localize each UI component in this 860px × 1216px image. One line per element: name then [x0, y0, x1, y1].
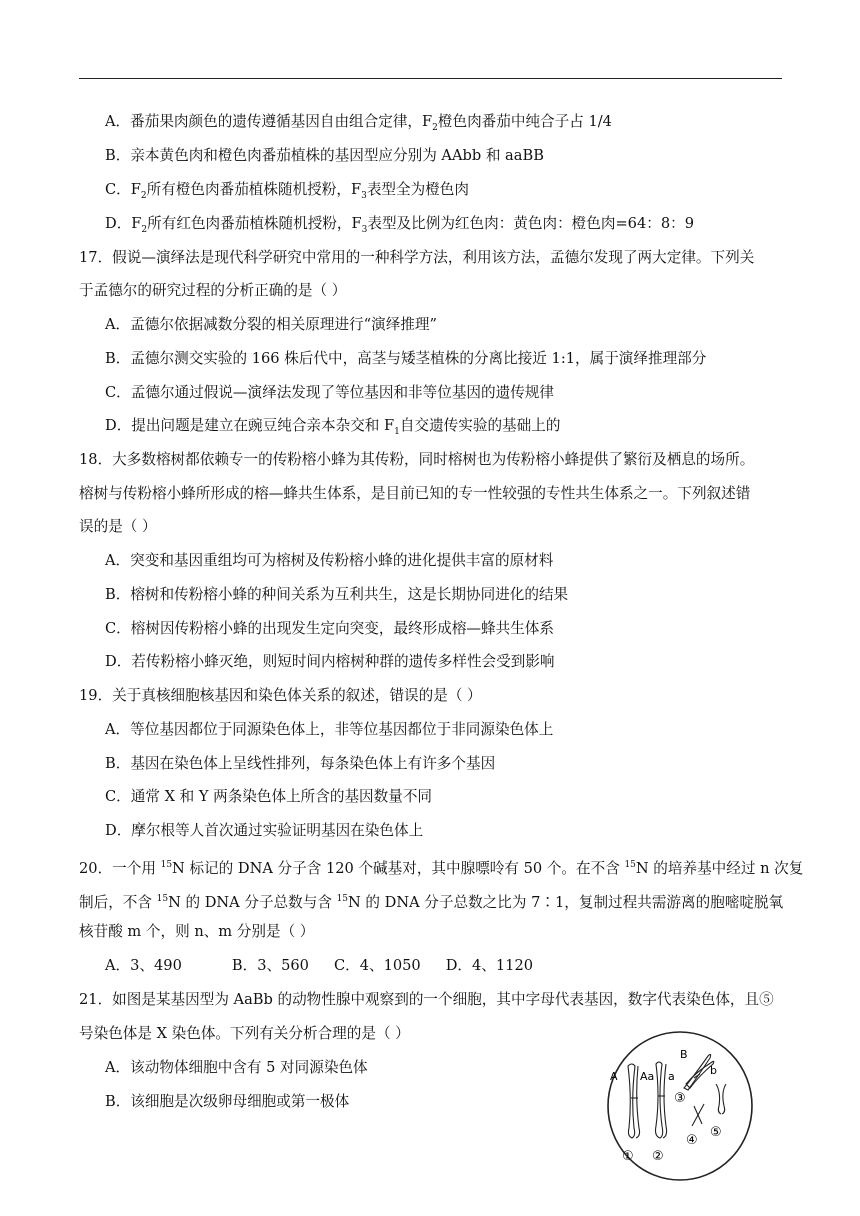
q18-option-c: C．榕树因传粉榕小蜂的出现发生定向突变，最终形成榕—蜂共生体系 [105, 620, 554, 637]
q17-option-b: B．孟德尔测交实验的 166 株后代中，高茎与矮茎植株的分离比接近 1:1，属于演绎推理部分 [105, 350, 707, 367]
cell-diagram [602, 1028, 762, 1188]
q20-option-c: C．4、1050 [333, 957, 421, 974]
chromosome-number-3: ③ [674, 1091, 686, 1106]
q18-option-b: B．榕树和传粉榕小蜂的种间关系为互利共生，这是长期协同进化的结果 [105, 586, 569, 603]
gene-label-b: b [710, 1064, 717, 1077]
q21-stem-line1: 21．如图是某基因型为 AaBb 的动物性腺中观察到的一个细胞，其中字母代表基因，数字代表染色体，且⑤ [79, 991, 774, 1008]
chromosome-number-5: ⑤ [710, 1125, 722, 1140]
q20-stem-line1: 20．一个用 $^{15}$N 标记的 DNA 分子含 120 个碱基对，其中腺嘌呤有 50 个。在不含 $^{15}$N 的培养基中经过 n 次复 [79, 859, 804, 877]
q18-option-d: D．若传粉榕小蜂灭绝，则短时间内榕树种群的遗传多样性会受到影响 [105, 653, 555, 670]
q20-stem-line2: 制后，不含 $^{15}$N 的 DNA 分子总数与含 $^{15}$N 的 DNA 分子总数之比为 7∶1，复制过程共需游离的胞嘧啶脱氧 [79, 893, 784, 911]
chromosome-5 [716, 1084, 726, 1114]
q21-option-b: B．该细胞是次级卵母细胞或第一极体 [105, 1093, 350, 1110]
q17-option-a: A．孟德尔依据减数分裂的相关原理进行“演绎推理” [105, 316, 437, 333]
gene-label-B: B [680, 1048, 688, 1061]
chromosome-number-2: ② [652, 1149, 664, 1164]
q18-stem-line3: 误的是（ ） [79, 518, 157, 535]
q21-stem-line2: 号染色体是 X 染色体。下列有关分析合理的是（ ） [79, 1025, 410, 1042]
chromosome-number-1: ① [622, 1149, 634, 1164]
gene-label-A: A [610, 1070, 618, 1083]
gene-label-Aa: Aa [640, 1070, 655, 1083]
chromosome-number-4: ④ [686, 1133, 698, 1148]
q20-option-b: B．3、560 [231, 957, 309, 974]
q20-stem-line3: 核苷酸 m 个，则 n、m 分别是（ ） [79, 923, 315, 940]
chromosome-2 [656, 1062, 667, 1138]
q20-options [105, 956, 533, 976]
header-rule [79, 78, 782, 79]
q18-stem-line1: 18．大多数榕树都依赖专一的传粉榕小蜂为其传粉，同时榕树也为传粉榕小蜂提供了繁衍及栖息的场所。 [79, 451, 755, 468]
chromosome-4 [692, 1104, 704, 1126]
q19-option-a: A．等位基因都位于同源染色体上，非等位基因都位于非同源染色体上 [105, 721, 554, 738]
q18-option-a: A．突变和基因重组均可为榕树及传粉榕小蜂的进化提供丰富的原材料 [105, 552, 554, 569]
q16-option-c: C．$F_2$所有橙色肉番茄植株随机授粉，$F_3$表型全为橙色肉 [105, 181, 469, 201]
q21-option-a: A．该动物体细胞中含有 5 对同源染色体 [105, 1059, 368, 1076]
q16-option-b: B．亲本黄色肉和橙色肉番茄植株的基因型应分别为 AAbb 和 aaBB [105, 147, 544, 164]
q20-option-d: D．4、1120 [445, 957, 534, 974]
q20-option-a: A．3、490 [105, 957, 182, 974]
q18-stem-line2: 榕树与传粉榕小蜂所形成的榕—蜂共生体系，是目前已知的专一性较强的专性共生体系之一。下列叙述错 [79, 485, 751, 502]
q17-option-d: D．提出问题是建立在豌豆纯合亲本杂交和 $F_1$自交遗传实验的基础上的 [105, 417, 561, 437]
gene-label-a: a [668, 1070, 675, 1083]
q19-stem: 19．关于真核细胞核基因和染色体关系的叙述，错误的是（ ） [79, 687, 482, 704]
chromosome-1 [628, 1064, 640, 1138]
q19-option-c: C．通常 X 和 Y 两条染色体上所含的基因数量不同 [105, 788, 433, 805]
q17-stem-line2: 于孟德尔的研究过程的分析正确的是（ ） [79, 282, 347, 299]
q17-stem-line1: 17．假说—演绎法是现代科学研究中常用的一种科学方法，利用该方法，孟德尔发现了两大定律。下列关 [79, 249, 755, 266]
q17-option-c: C．孟德尔通过假说—演绎法发现了等位基因和非等位基因的遗传规律 [105, 384, 554, 401]
q16-option-a: A．番茄果肉颜色的遗传遵循基因自由组合定律，$F_2$橙色肉番茄中纯合子占 1/4 [105, 113, 612, 133]
q19-option-d: D．摩尔根等人首次通过实验证明基因在染色体上 [105, 822, 424, 839]
q16-option-d: D．$F_2$所有红色肉番茄植株随机授粉，$F_3$表型及比例为红色肉：黄色肉：橙色肉=64：8：9 [105, 215, 694, 235]
q19-option-b: B．基因在染色体上呈线性排列，每条染色体上有许多个基因 [105, 755, 496, 772]
